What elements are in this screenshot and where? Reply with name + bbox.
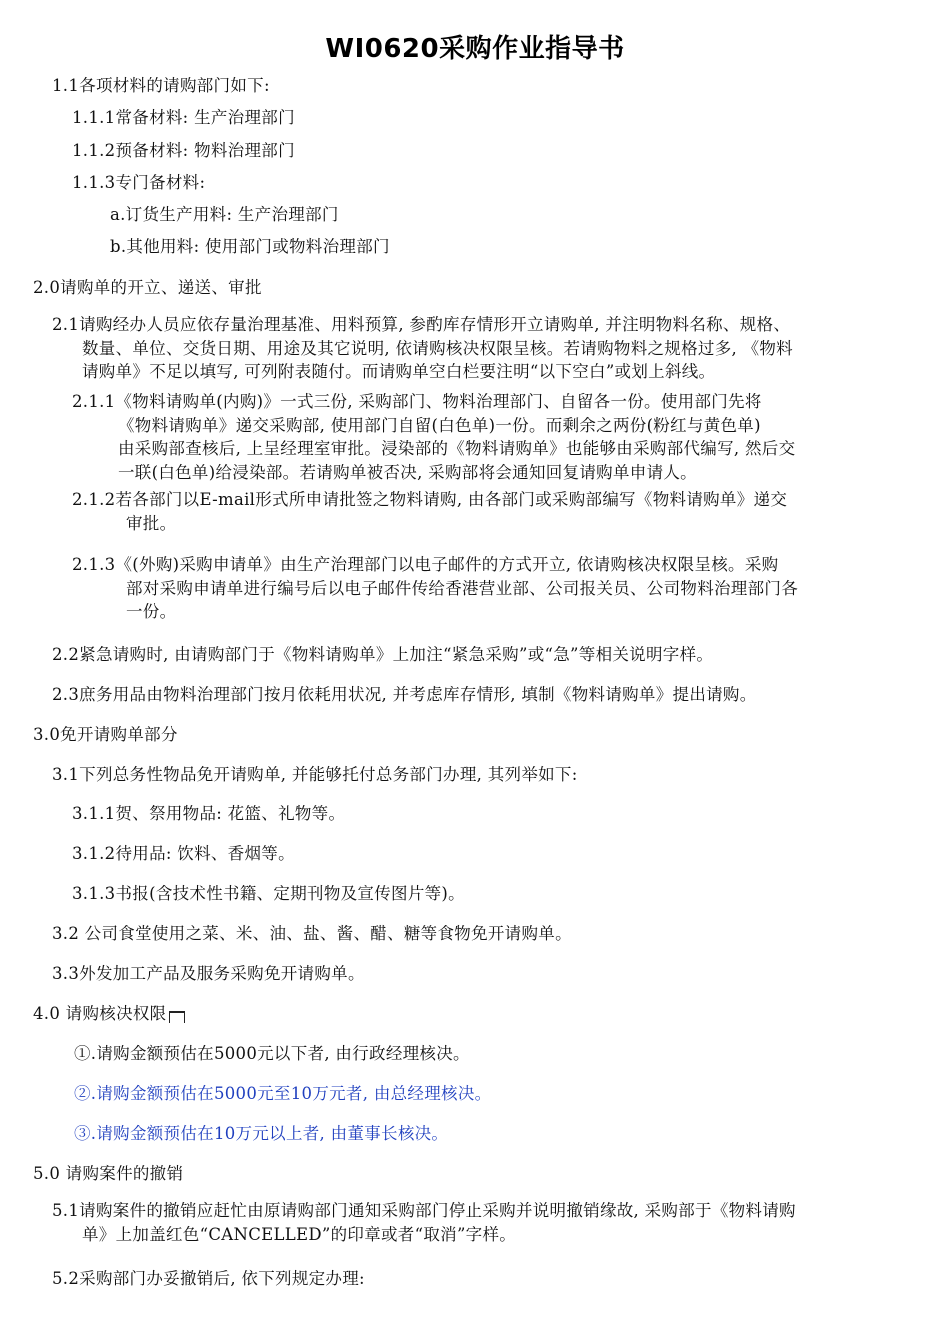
section-5-1 <box>52 1199 796 1246</box>
section-3-1-2: 3.1.2待用品: 饮料、香烟等。 <box>72 844 295 863</box>
section-4-0-label: 4.0 请购核决权限 <box>33 1004 167 1023</box>
section-1-1-2: 1.1.2预备材料: 物料治理部门 <box>72 141 295 160</box>
section-2-0-heading: 2.0请购单的开立、递送、审批 <box>33 278 262 297</box>
document-title: WI0620采购作业指导书 <box>325 34 625 64</box>
para-line: 一份。 <box>126 602 177 621</box>
para-line: 单》上加盖红色“CANCELLED”的印章或者“取消”字样。 <box>82 1224 517 1244</box>
para-line: 《物料请购单》递交采购部, 使用部门自留(白色单)一份。而剩余之两份(粉红与黄色单) <box>118 415 761 435</box>
section-3-2: 3.2 公司食堂使用之菜、米、油、盐、酱、醋、糖等食物免开请购单。 <box>52 924 572 943</box>
section-3-3: 3.3外发加工产品及服务采购免开请购单。 <box>52 964 365 983</box>
para-line: 请购单》不足以填写, 可列附表随付。而请购单空白栏要注明“以下空白”或划上斜线。 <box>82 362 716 381</box>
section-2-2: 2.2紧急请购时, 由请购部门于《物料请购单》上加注“紧急采购”或“急”等相关说明字样。 <box>52 645 714 664</box>
para-line: 部对采购申请单进行编号后以电子邮件传给香港营业部、公司报关员、公司物料治理部门各 <box>126 578 798 598</box>
para-line: 一联(白色单)给浸染部。若请购单被否决, 采购部将会通知回复请购单申请人。 <box>118 462 697 482</box>
section-2-1 <box>52 313 793 384</box>
section-5-0-heading: 5.0 请购案件的撤销 <box>33 1164 184 1183</box>
para-line: 2.1请购经办人员应依存量治理基准、用料预算, 参酌库存情形开立请购单, 并注明物料名称、规格、 <box>52 315 791 334</box>
approval-level-3: ③.请购金额预估在10万元以上者, 由董事长核决。 <box>74 1124 449 1143</box>
para-line: 2.1.3《(外购)采购申请单》由生产治理部门以电子邮件的方式开立, 依请购核决权限呈核。采购 <box>72 555 779 574</box>
item-a: a.订货生产用料: 生产治理部门 <box>110 205 339 224</box>
section-5-2: 5.2采购部门办妥撤销后, 依下列规定办理: <box>52 1269 365 1288</box>
section-4-0-heading <box>33 1000 185 1024</box>
para-line: 由采购部查核后, 上呈经理室审批。浸染部的《物料请购单》也能够由采购部代编写, 然后交 <box>118 439 796 458</box>
section-2-1-3 <box>72 553 798 624</box>
para-line: 数量、单位、交货日期、用途及其它说明, 依请购核决权限呈核。若请购物料之规格过多, 《物料 <box>82 338 793 358</box>
para-line: 5.1请购案件的撤销应赶忙由原请购部门通知采购部门停止采购并说明撤销缘故, 采购部于《物料请购 <box>52 1201 796 1220</box>
item-b: b.其他用料: 使用部门或物料治理部门 <box>110 237 390 256</box>
section-3-1: 3.1下列总务性物品免开请购单, 并能够托付总务部门办理, 其列举如下: <box>52 765 578 784</box>
section-1-1-1: 1.1.1常备材料: 生产治理部门 <box>72 108 295 127</box>
approval-level-1: ①.请购金额预估在5000元以下者, 由行政经理核决。 <box>74 1044 470 1063</box>
section-3-0-heading: 3.0免开请购单部分 <box>33 725 178 744</box>
section-3-1-1: 3.1.1贺、祭用物品: 花篮、礼物等。 <box>72 804 346 823</box>
para-line: 2.1.1《物料请购单(内购)》一式三份, 采购部门、物料治理部门、自留各一份。使用部门先将 <box>72 392 762 411</box>
section-1-1: 1.1各项材料的请购部门如下: <box>52 76 270 95</box>
section-2-3: 2.3庶务用品由物料治理部门按月依耗用状况, 并考虑库存情形, 填制《物料请购单》提出请购。 <box>52 685 757 704</box>
section-1-1-3: 1.1.3专门备材料: <box>72 173 206 192</box>
section-2-1-1 <box>72 390 795 484</box>
section-2-1-2 <box>72 488 787 535</box>
approval-level-2: ②.请购金额预估在5000元至10万元者, 由总经理核决。 <box>74 1084 492 1103</box>
para-line: 2.1.2若各部门以E-mail形式所申请批签之物料请购, 由各部门或采购部编写《物料请购单》递交 <box>72 490 788 509</box>
section-3-1-3: 3.1.3书报(含技术性书籍、定期刊物及宣传图片等)。 <box>72 884 465 903</box>
text-cursor-icon <box>169 1011 185 1023</box>
para-line: 审批。 <box>126 513 177 533</box>
